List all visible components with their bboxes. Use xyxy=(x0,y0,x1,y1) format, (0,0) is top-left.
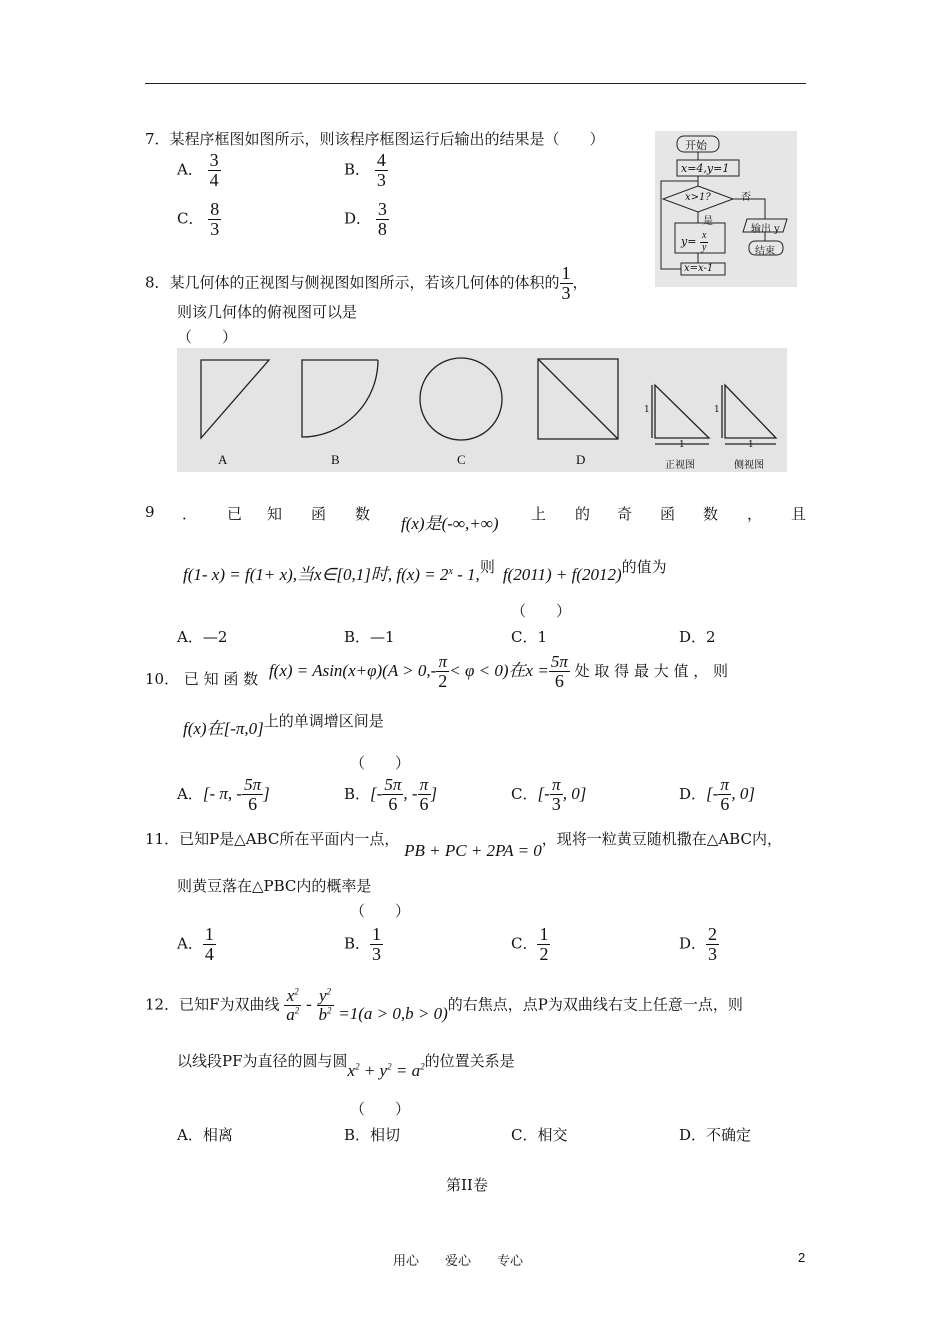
flow-end: 结束 xyxy=(755,246,775,257)
q11-paren: （ ） xyxy=(350,902,411,920)
front-view-label: 正视图 xyxy=(665,460,695,471)
flow-assign: y= $\frac{x}{y}$ xyxy=(681,230,707,253)
q12-option-d: D．不确定 xyxy=(679,1126,752,1144)
q12-option-c: C．相交 xyxy=(511,1126,568,1144)
q12-x2-over-a2: $\frac{x^2}{a^2}$ xyxy=(286,986,300,1024)
q8-stem: 8．某几何体的正视图与侧视图如图所示，若该几何体的体积的 $\frac{1}{3}$ ， xyxy=(145,263,588,303)
flowchart-lines xyxy=(655,131,797,287)
q12-option-b: B．相切 xyxy=(344,1126,401,1144)
q7-d-fraction: $\frac{3}{8}$ xyxy=(377,199,387,239)
flow-start: 开始 xyxy=(685,139,707,152)
flow-output: 输出 y xyxy=(751,224,780,235)
q8-paren: （ ） xyxy=(177,328,238,346)
q11-line2: 则黄豆落在△PBC内的概率是 xyxy=(177,877,372,895)
flow-no: 否 xyxy=(741,192,751,203)
header-rule xyxy=(145,83,806,84)
flow-decrement: x=x-1 xyxy=(684,263,714,274)
q9-line1: 9 ． 已 知 函 数 f(x)是(-∞,+∞) 上 的 奇 函 数 ， 且 xyxy=(145,503,807,533)
side-view-label: 侧视图 xyxy=(734,460,764,471)
q9-paren: （ ） xyxy=(511,602,572,620)
q7-option-b: B． $\frac{4}{3}$ xyxy=(344,150,386,190)
q10-stem: 10． 已 知 函 数 f(x) = Asin(x+φ)(A > 0,- $\frac{\pi}{2}$ < φ < 0)在x = $\frac{5\pi}{6}$ 处 取 得 最 大 值 ， 则 xyxy=(145,652,729,691)
q7-a-fraction: $\frac{3}{4}$ xyxy=(209,150,219,190)
q9-option-c: C．1 xyxy=(511,628,548,646)
q10-option-c: C．[- $\frac{\pi}{3}$ , 0] xyxy=(511,775,587,814)
view-label-a: A xyxy=(218,452,228,467)
side-view-height: 1 xyxy=(714,405,720,415)
q8-views-shapes xyxy=(177,348,787,472)
q11-option-c: C． $\frac{1}{2}$ xyxy=(511,924,549,964)
q7-option-d: D． $\frac{3}{8}$ xyxy=(344,199,387,239)
flowchart-figure xyxy=(655,131,797,287)
q8-views-figure xyxy=(177,348,787,472)
side-view-width: 1 xyxy=(748,440,754,450)
q11-option-b: B． $\frac{1}{3}$ xyxy=(344,924,382,964)
footer-text: 用心 爱心 专心 xyxy=(393,1254,524,1269)
q9-option-b: B．—1 xyxy=(344,628,395,646)
q12-paren: （ ） xyxy=(350,1100,411,1118)
q8-line2: 则该几何体的俯视图可以是 xyxy=(177,303,358,321)
view-label-c: C xyxy=(457,452,466,467)
q10-line2: f(x)在[-π,0]上的单调增区间是 xyxy=(183,712,384,738)
q12-stem: 12．已知F为双曲线 $\frac{x^2}{a^2}$ - $\frac{y^2}{b^2}$ =1(a > 0,b > 0)的右焦点，点P为双曲线右支上任意一点，则 xyxy=(145,986,743,1024)
q10-pi-over-2: $\frac{\pi}{2}$ xyxy=(438,652,448,691)
q11-option-a: A． $\frac{1}{4}$ xyxy=(177,924,214,964)
q11-option-d: D． $\frac{2}{3}$ xyxy=(679,924,718,964)
q12-line2: 以线段PF为直径的圆与圆$x^2 + y^2 = a^2$的位置关系是 xyxy=(177,1052,515,1080)
flow-cond: x>1? xyxy=(685,192,711,203)
q7-stem: 7．某程序框图如图所示，则该程序框图运行后输出的结果是（ ） xyxy=(145,130,605,148)
flow-init: x=4,y=1 xyxy=(681,162,730,175)
q10-5pi-over-6: $\frac{5\pi}{6}$ xyxy=(550,652,568,691)
front-view-width: 1 xyxy=(679,440,685,450)
q7-b-fraction: $\frac{4}{3}$ xyxy=(376,150,386,190)
q10-paren: （ ） xyxy=(350,754,411,772)
q11-stem: 11．已知P是△ABC所在平面内一点， PB + PC + 2PA = 0，现将一粒黄豆随机撒在△ABC内， xyxy=(145,830,782,860)
q12-y2-over-b2: $\frac{y^2}{b^2}$ xyxy=(318,986,332,1024)
view-label-b: B xyxy=(331,452,340,467)
front-view-height: 1 xyxy=(644,405,650,415)
view-label-d: D xyxy=(576,452,586,467)
page-number: 2 xyxy=(798,1250,806,1265)
q9-option-d: D．2 xyxy=(679,628,716,646)
q7-option-c: C． $\frac{8}{3}$ xyxy=(177,199,220,239)
q10-option-d: D．[- $\frac{\pi}{6}$ , 0] xyxy=(679,775,755,814)
flow-yes: 是 xyxy=(703,216,713,227)
q11-vector-equation: PB + PC + 2PA = 0 xyxy=(404,841,542,860)
section-title: 第II卷 xyxy=(446,1176,488,1194)
q7-option-a: A． $\frac{3}{4}$ xyxy=(177,150,219,190)
q8-fraction: $\frac{1}{3}$ xyxy=(561,263,571,303)
q9-fx: f(x)是(-∞,+∞) xyxy=(401,514,499,533)
q10-option-a: A．[- π, - $\frac{5\pi}{6}$ ] xyxy=(177,775,270,814)
q9-option-a: A．—2 xyxy=(177,628,228,646)
q7-c-fraction: $\frac{8}{3}$ xyxy=(210,199,220,239)
q12-option-a: A．相离 xyxy=(177,1126,233,1144)
q9-line2: f(1- x) = f(1+ x),当x∈[0,1]时, $f(x) = 2^x - 1$,则 f(2011) + f(2012)的值为 xyxy=(183,558,667,584)
q10-option-b: B．[- $\frac{5\pi}{6}$ , - $\frac{\pi}{6}$ ] xyxy=(344,775,438,814)
